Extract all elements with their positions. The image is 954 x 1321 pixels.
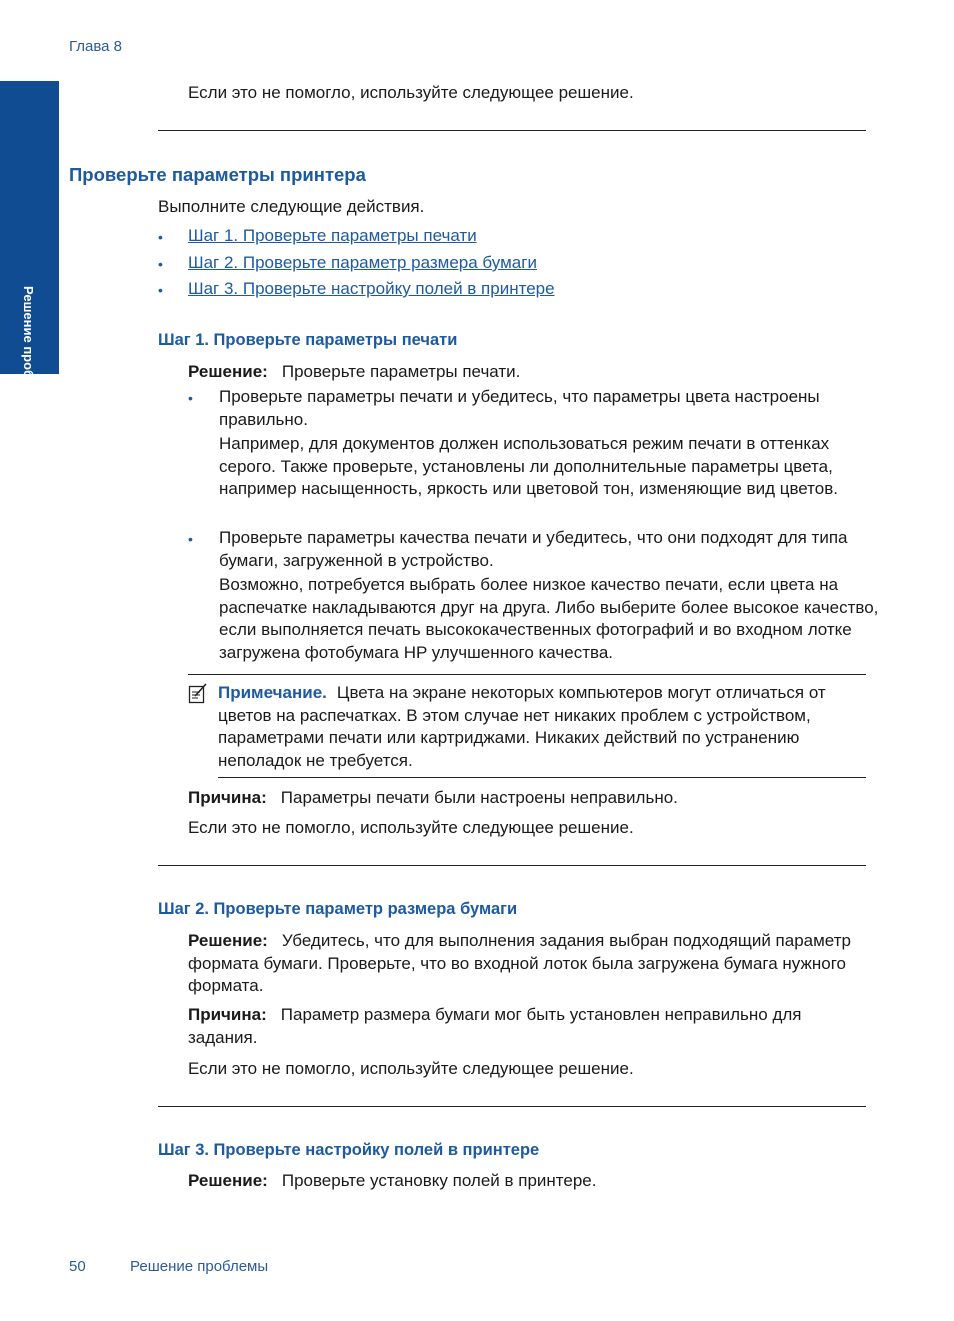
- step1-title: Шаг 1. Проверьте параметры печати: [158, 331, 458, 349]
- solution-label: Решение:: [188, 931, 268, 950]
- solution-label: Решение:: [188, 362, 268, 381]
- note-top-rule: [188, 674, 866, 675]
- note-bottom-rule: [218, 777, 866, 778]
- step2-cause: [188, 1004, 868, 1049]
- note-icon: [188, 682, 208, 704]
- page-number: 50: [69, 1258, 86, 1275]
- solution-text: Проверьте установку полей в принтере.: [281, 1171, 597, 1190]
- link-step-2[interactable]: Шаг 2. Проверьте параметр размера бумаги: [188, 253, 537, 272]
- bullet-main-text: Проверьте параметры печати и убедитесь, что параметры цвета настроены правильно.: [219, 387, 820, 429]
- bullet-dot: •: [188, 390, 193, 406]
- divider: [158, 1106, 866, 1107]
- bullet-extra-text: Возможно, потребуется выбрать более низкое качество печати, если цвета на распечатке накладываются друг на друга. Либо выберите более высокое качество, если выполняется печать высококачественных фотографий и во входном лотке загружена фотобумага HP улучшенного качества.: [219, 575, 879, 662]
- step2-solution: [188, 930, 868, 998]
- bullet-dot: •: [158, 256, 163, 272]
- bullet-dot: •: [188, 531, 193, 547]
- bullet-dot: •: [158, 282, 163, 298]
- side-tab: [0, 81, 59, 414]
- solution-text: Убедитесь, что для выполнения задания выбран подходящий параметр формата бумаги. Проверьте, что во входной лоток была загружена бумага нужного формата.: [188, 931, 851, 995]
- step1-bullet-2: [219, 527, 879, 664]
- note-label: Примечание.: [218, 683, 327, 702]
- step1-if-not-helped: Если это не помогло, используйте следующее решение.: [188, 818, 634, 837]
- step2-if-not-helped: Если это не помогло, используйте следующее решение.: [188, 1059, 634, 1078]
- bullet-extra-text: Например, для документов должен использоваться режим печати в оттенках серого. Также проверьте, установлены ли дополнительные параметры цвета, например насыщенность, яркость или цветовой тон, изменяющие вид цветов.: [219, 434, 838, 498]
- solution-text: Проверьте параметры печати.: [281, 362, 521, 381]
- cause-label: Причина:: [188, 1005, 267, 1024]
- step3-solution: [188, 1170, 596, 1193]
- side-tab-label: Решение проблемы: [21, 286, 36, 414]
- cause-label: Причина:: [188, 788, 267, 807]
- footer-section: Решение проблемы: [130, 1258, 269, 1275]
- step3-title: Шаг 3. Проверьте настройку полей в принтере: [158, 1141, 540, 1159]
- section-title: Проверьте параметры принтера: [69, 164, 366, 185]
- cause-text: Параметры печати были настроены неправильно.: [280, 788, 678, 807]
- bullet-main-text: Проверьте параметры качества печати и убедитесь, что они подходят для типа бумаги, загруженной в устройство.: [219, 528, 848, 570]
- step1-cause: [188, 787, 678, 810]
- intro-text: Если это не помогло, используйте следующее решение.: [188, 83, 634, 102]
- bullet-dot: •: [158, 229, 163, 245]
- solution-label: Решение:: [188, 1171, 268, 1190]
- chapter-label: Глава 8: [69, 38, 123, 55]
- link-step-1[interactable]: Шаг 1. Проверьте параметры печати: [188, 226, 477, 245]
- note-body: [218, 682, 870, 772]
- cause-text: Параметр размера бумаги мог быть установлен неправильно для задания.: [188, 1005, 802, 1047]
- divider: [158, 865, 866, 866]
- divider: [158, 130, 866, 131]
- step2-title: Шаг 2. Проверьте параметр размера бумаги: [158, 900, 518, 918]
- link-step-3[interactable]: Шаг 3. Проверьте настройку полей в принтере: [188, 279, 555, 298]
- note-text: Цвета на экране некоторых компьютеров могут отличаться от цветов на распечатках. В этом случае нет никаких проблем с устройством, параметрами печати или картриджами. Никаких действий по устранению неполадок не требуется.: [218, 683, 826, 770]
- section-lead: Выполните следующие действия.: [158, 197, 425, 216]
- step1-solution: [188, 361, 520, 384]
- step1-bullet-1: [219, 386, 879, 501]
